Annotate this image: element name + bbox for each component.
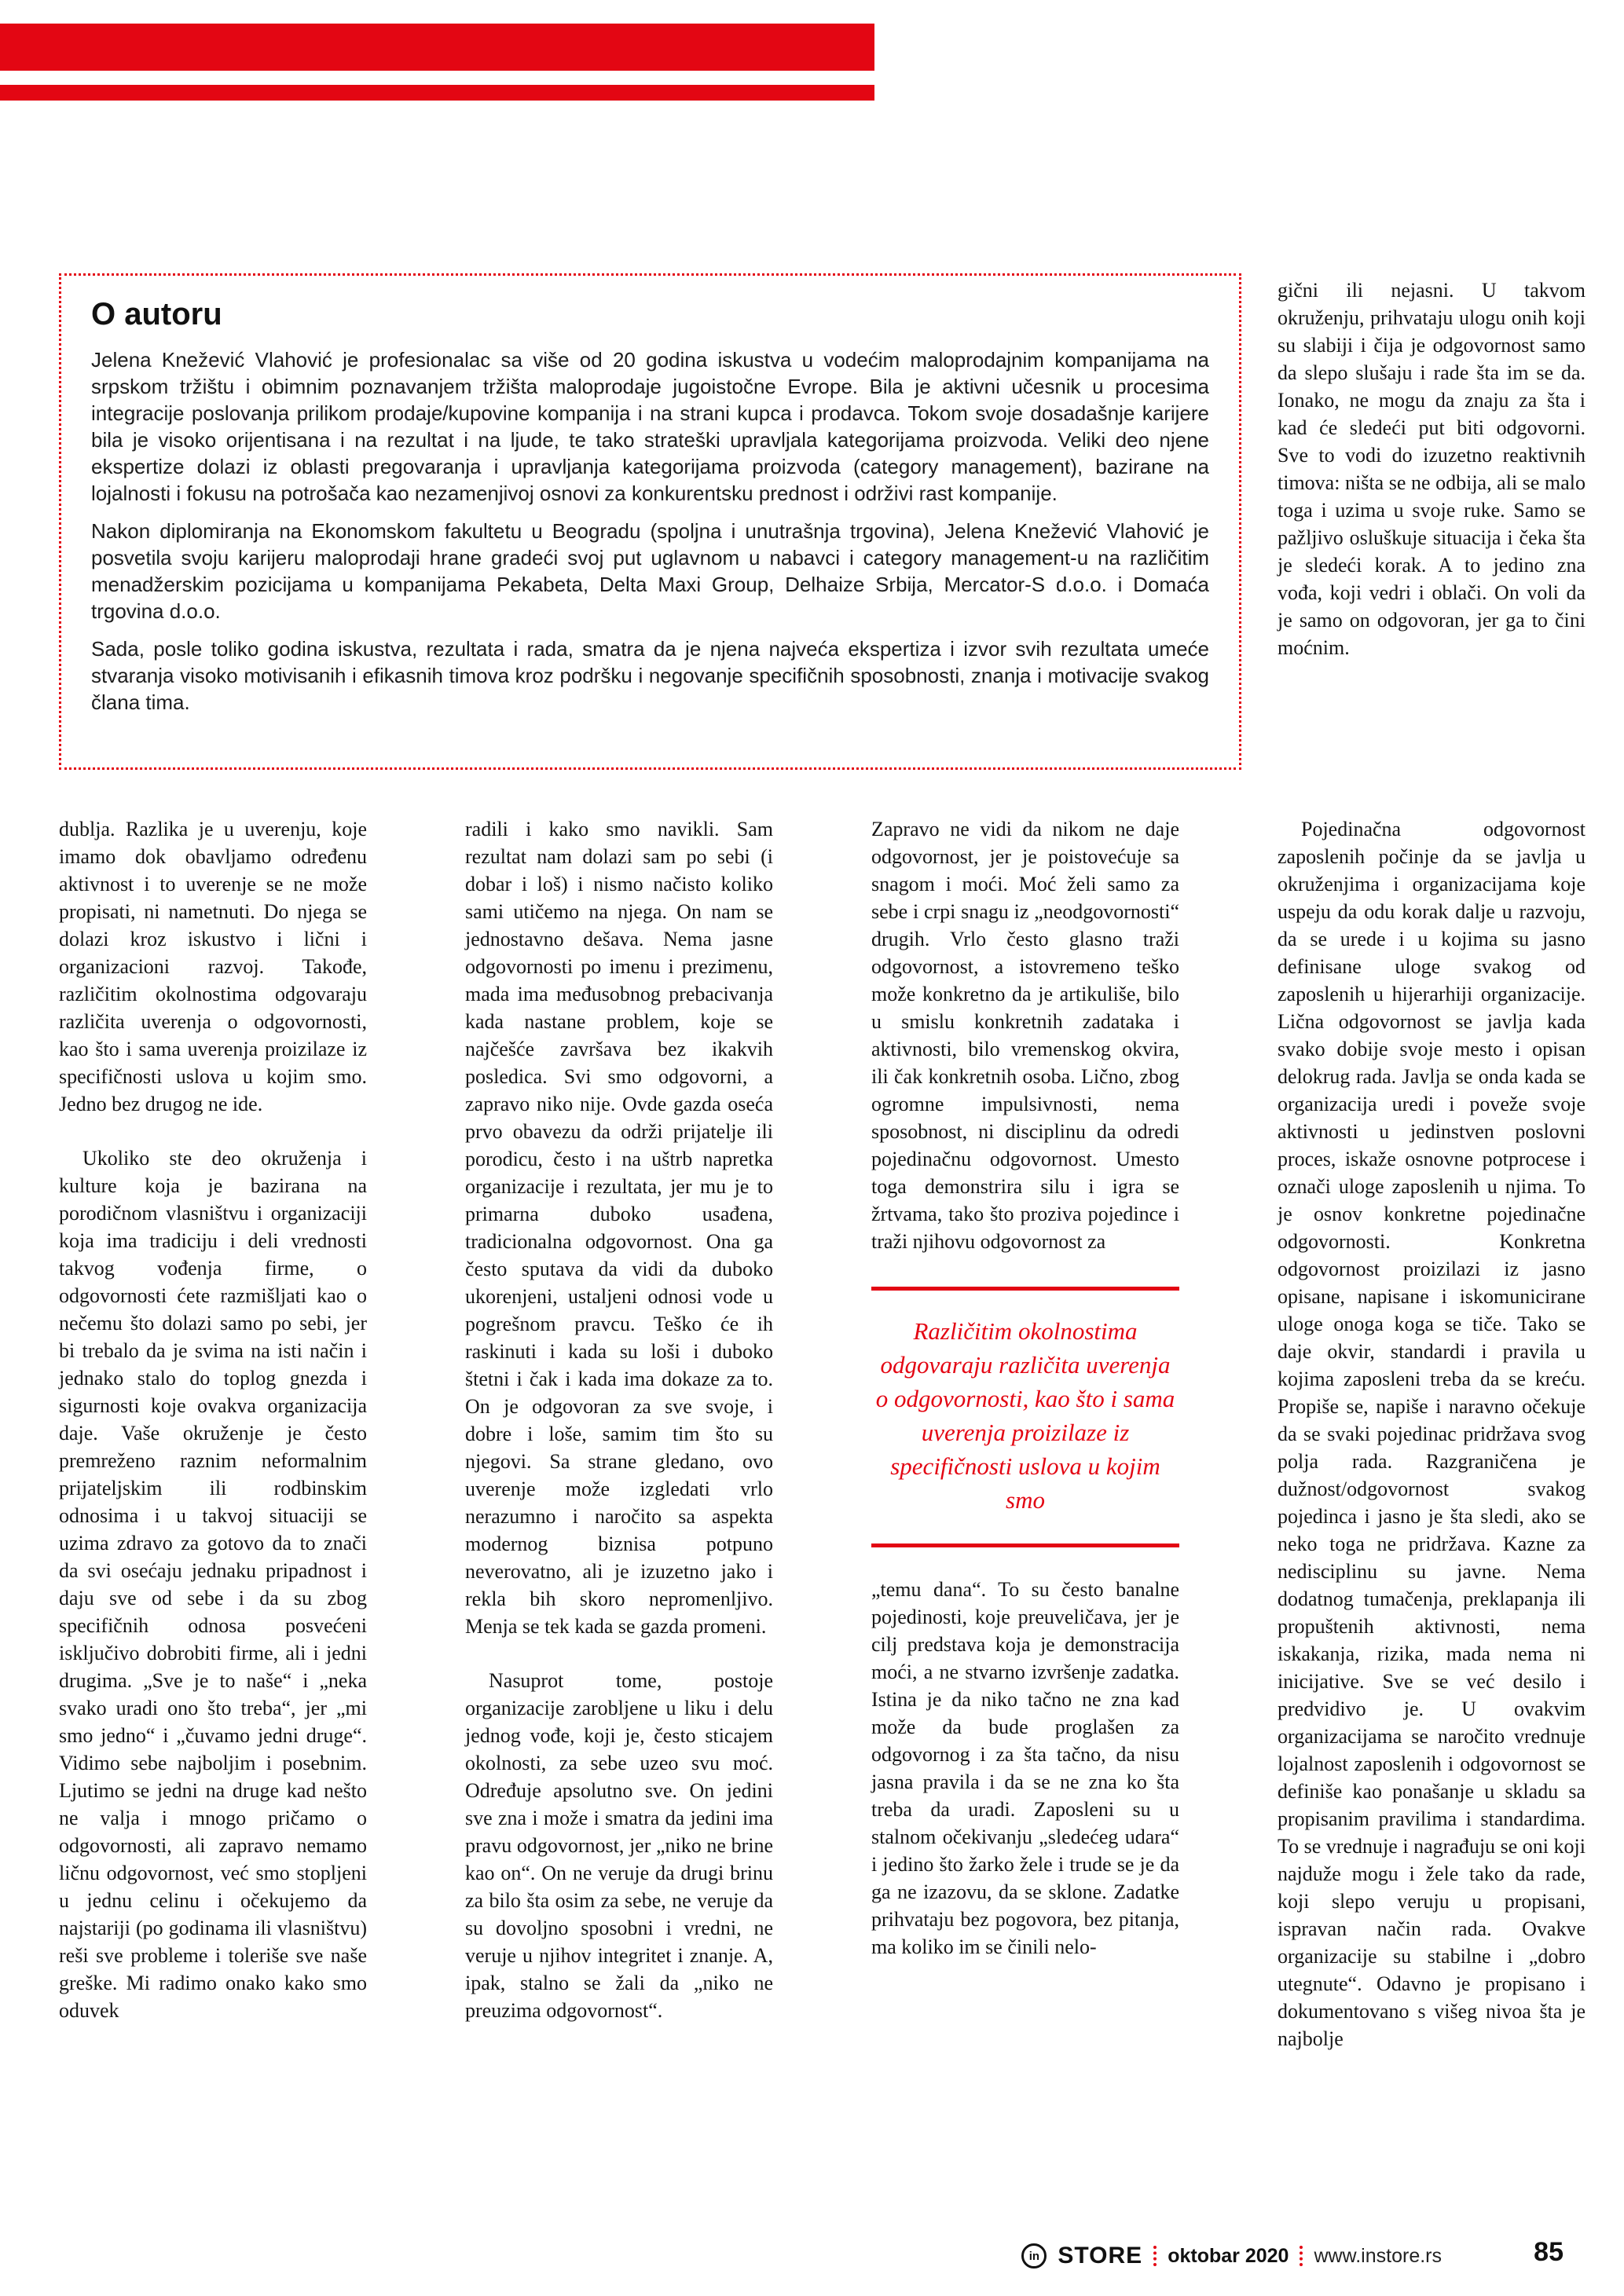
body-column-3 [871,815,1179,1961]
about-paragraph: Sada, posle toliko godina iskustva, rezultata i rada, smatra da je njena najveća ekspertiza i izvor svih rezultata umeće stvaranja visoko motivisanih i efikasnih timova kroz podršku i negovanje specifičnih sposobnosti, znanja i motivacije svakog člana tima. [91,637,1209,714]
instore-logo-icon: in [1021,2243,1047,2269]
body-paragraph: Nasuprot tome, postoje organizacije zarobljene u liku i delu jednog vođe, koji je, često sticajem okolnosti, za sebe uzeo svu moć. Određuje apsolutno sve. On jedini sve zna i može i smatra da jedini ima pravu odgovornost, jer „niko ne brine kao on“. On ne veruje da drugi brinu za bilo šta osim za sebe, ne veruje da su dovoljno sposobni i vredni, ne veruje u njihov integritet i znanje. A, ipak, stalno se žali da „niko ne preuzima odgovornost“. [465,1669,773,2022]
about-paragraph: Jelena Knežević Vlahović je profesionalac sa više od 20 godina iskustva u vodećim maloprodajnim kompanijama na srpskom tržištu i obimnim poznavanjem tržišta maloprodaje jugoistočne Evrope. Bila je aktivni učesnik u procesima integracije poslovanja prilikom prodaje/kupovine kompanija i na strani kupca i prodavca. Tokom svoje dosadašnje karijere bila je visoko orijentisana i na rezultat i na ljude, te tako strateški upravljala kategorijama proizvoda. Veliki deo njene ekspertize dolazi iz oblasti pregovaranja i upravljanja kategorijama proizvoda (category management), bazirane na lojalnosti i fokusu na potrošača kao nezamenjivoj osnovi za konkurentsku prednost i održivi rast kompanije. [91,348,1209,505]
body-paragraph: „temu dana“. To su često banalne pojedinosti, koje preuveličava, jer je cilj predstava koja je demonstracija moći, a ne stvarno izvršenje zadatka. Istina je da niko tačno ne zna kad može da bude proglašen za odgovornog i za šta tačno, da nisu jasna pravila i da se ne zna ko šta treba da uradi. Zaposleni su u stalnom očekivanju „sledećeg udara“ i jedino što žarko žele i trude se je da ga ne izazovu, da se sklone. Zadatke prihvataju bez pogovora, bez pitanja, ma koliko im se činili nelo- [871,1578,1179,1958]
body-column-4 [1278,815,1586,2052]
continuation-column [1278,276,1586,661]
body-paragraph: dublja. Razlika je u uverenju, koje imamo dok obavljamo određenu aktivnost i to uverenje se ne može propisati, ni nametnuti. Do njega se dolazi kroz iskustvo i lični i organizacioni razvoj. Takođe, različitim okolnostima odgovaraju različita uverenja o odgovornosti, kao što i sama uverenja proizilaze iz specifičnosti uslova u kojim smo. Jedno bez drugog ne ide. [59,818,367,1115]
about-box-title: O autoru [91,297,222,331]
red-banner-top [0,24,874,71]
body-paragraph: Zapravo ne vidi da nikom ne daje odgovornost, jer je poistovećuje sa snagom i moći. Moć želi samo za sebe i crpi snagu iz „neodgovornosti“ drugih. Vrlo često glasno traži odgovornost, a istovremeno teško može konkretno da je artikuliše, bilo u smislu konkretnih zadataka i aktivnosti, bilo vremenskog okvira, ili čak konkretnih osoba. Lično, zbog ogromne impulsivnosti, nema sposobnost, ni disciplinu da odredi pojedinačnu odgovornost. Umesto toga demonstrira silu i igra se žrtvama, tako što proziva pojedince i traži njihovu odgovornost za [871,818,1179,1253]
footer-brand: STORE [1058,2243,1143,2269]
about-author-box [59,273,1241,770]
about-paragraph: Nakon diplomiranja na Ekonomskom fakultetu u Beogradu (spoljna i unutrašnja trgovina), Jelena Knežević Vlahović je posvetila svoju karijeru maloprodaji hrane gradeći svoj put uglavnom u nabavci i category management-u na različitim menadžerskim pozicijama u kompanijama Pekabeta, Delta Maxi Group, Delhaize Srbija, Mercator-S d.o.o. i Domaća trgovina d.o.o. [91,519,1209,623]
red-banner-bottom [0,85,874,101]
body-paragraph: Ukoliko ste deo okruženja i kulture koja je bazirana na porodičnom vlasništvu i organizaciji koja ima tradiciju i deli vrednosti takvog vođenja firme, o odgovornosti ćete razmišljati kao o nečemu što dolazi samo po sebi, jer bi trebalo da je svima na isti način i jednako stalo do toplog gnezda i sigurnosti koje ovakva organizacija daje. Vaše okruženje je često premreženo raznim neformalnim prijateljskim ili rodbinskim odnosima i u takvoj situaciji se uzima zdravo za gotovo da to znači da svi osećaju jednaku pripadnost i daju sve od sebe i da su zbog specifičnih odnosa posvećeni isključivo dobrobiti firme, ali i jedni drugima. „Sve je to naše“ i „neka svako uradi ono što treba“, jer „mi smo jedno“ i „čuvamo jedni druge“. Vidimo sebe najboljim i posebnim. Ljutimo se jedni na druge kad nešto ne valja i mnogo pričamo o odgovornosti, ali zapravo nemamo ličnu odgovornost, već smo stopljeni u jednu celinu i očekujemo da najstariji (po godinama ili vlasništvu) reši sve probleme i toleriše sve naše greške. Mi radimo onako kako smo oduvek [59,1147,367,2022]
footer-divider [1300,2246,1303,2266]
footer-divider [1153,2246,1157,2266]
footer-issue-date: oktobar 2020 [1168,2244,1289,2267]
page-number: 85 [1534,2237,1564,2267]
pull-quote: Različitim okolnostima odgovaraju različita uverenja o odgovornosti, kao što i sama uverenja proizilaze iz specifičnosti uslova u kojim smo [871,1287,1179,1547]
body-paragraph: Pojedinačna odgovornost zaposlenih počinje da se javlja u okruženjima i organizacijama koje uspeju da odu korak dalje u razvoju, da se urede i u kojima su jasno definisane uloge svakog od zaposlenih u hijerarhiji organizacije. Lična odgovornost se javlja kada svako dobije svoje mesto i opisan delokrug rada. Javlja se onda kada se organizacija uredi i poveže svoje aktivnosti u jedinstven poslovni proces, iskaže osnovne potprocese i označi uloge zaposlenih u njima. To je osnov konkretne pojedinačne odgovornosti. Konkretna odgovornost proizilazi iz jasno opisane, napisane i iskomunicirane uloge onoga koga se tiče. Tako se daje okvir, standardi i pravila u kojima zaposleni treba da se kreću. Propiše se, napiše i naravno očekuje da se svaki pojedinac pridržava svog polja rada. Razgraničena je dužnost/odgovornost svakog pojedinca i jasno je šta sledi, ako se neko toga ne pridržava. Kazne za nedisciplinu su javne. Nema dodatnog tumačenja, preklapanja ili propuštenih aktivnosti, nema iskakanja, rizika, mada nema ni inicijative. Sve se već desilo i predvidivo je. U ovakvim organizacijama se naročito vrednuje lojalnost zaposlenih i odgovornost se definiše kao ponašanje u skladu sa propisanim pravilima i standardima. To se vrednuje i nagrađuju se oni koji najduže mogu i žele tako da rade, koji slepo veruju u propisani, ispravan način rada. Ovakve organizacije su stabilne i „dobro utegnute“. Odavno je propisano i dokumentovano s višeg nivoa šta je najbolje [1278,818,1586,2050]
body-column-2 [465,815,773,2024]
footer-website: www.instore.rs [1314,2244,1442,2267]
body-column-1 [59,815,367,2024]
footer [1021,2240,1442,2272]
body-paragraph: radili i kako smo navikli. Sam rezultat nam dolazi sam po sebi (i dobar i loš) i nismo načisto koliko sami utičemo na njega. On nam se jednostavno dešava. Nema jasne odgovornosti po imenu i prezimenu, mada ima međusobnog prebacivanja kada nastane problem, koje se najčešće završava bez ikakvih posledica. Svi smo odgovorni, a zapravo niko nije. Ovde gazda oseća prvo obavezu da održi prijatelje ili porodicu, često i na uštrb napretka organizacije i rezultata, jer mu je to primarna duboko usađena, tradicionalna odgovornost. Ona ga često sputava da vidi da duboko ukorenjeni, ustaljeni odnosi vode u pogrešnom pravcu. Teško će ih raskinuti i kada su loši i duboko štetni i čak i kada ima dokaze za to. On je odgovoran za sve svoje, i dobre i loše, samim tim što su njegovi. Sa strane gledano, ovo uverenje može izgledati vrlo nerazumno i naročito sa aspekta modernog biznisa potpuno neverovatno, ali je izuzetno jako i rekla bih skoro nepromenljivo. Menja se tek kada se gazda promeni. [465,818,773,1638]
body-paragraph: gični ili nejasni. U takvom okruženju, prihvataju ulogu onih koji su slabiji i čija je odgovornost samo da slepo slušaju i rade šta im se da. Ionako, ne mogu da znaju za šta i kad će sledeći put biti odgovorni. Sve to vodi do izuzetno reaktivnih timova: ništa se ne odbija, ali se malo toga i uzima u svoje ruke. Samo se pažljivo osluškuje situacija i čeka šta je sledeći korak. A to jedino zna vođa, koji vedri i oblači. On voli da je samo on odgovoran, jer ga to čini moćnim. [1278,279,1586,659]
